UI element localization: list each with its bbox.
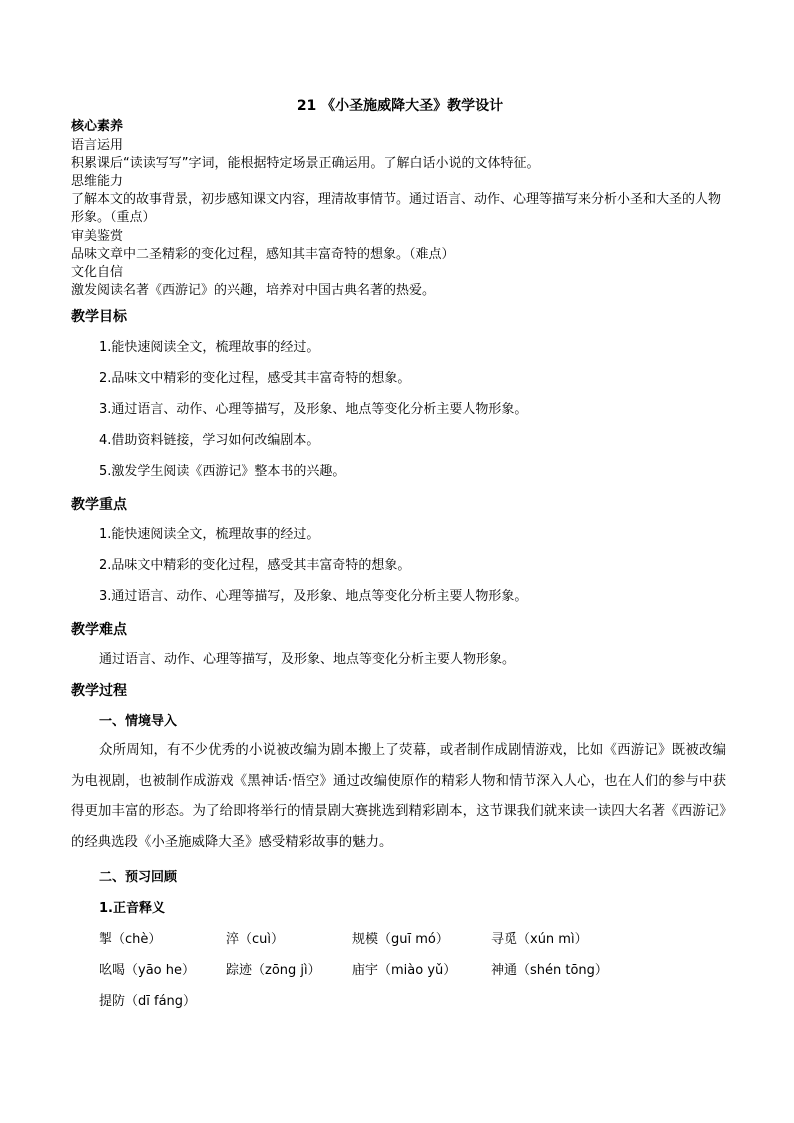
key-point-item: 2.品味文中精彩的变化过程，感受其丰富奇特的想象。 <box>99 558 411 573</box>
goal-item: 4.借助资料链接，学习如何改编剧本。 <box>99 433 320 448</box>
goal-item: 5.激发学生阅读《西游记》整本书的兴趣。 <box>99 464 346 479</box>
document-title: 21 《小圣施威降大圣》教学设计 <box>296 98 504 114</box>
step2-title: 二、预习回顾 <box>99 870 178 885</box>
pronunciation-word: 淬（cuì） <box>226 932 284 947</box>
key-point-item: 1.能快速阅读全文，梳理故事的经过。 <box>99 527 320 542</box>
core-section-label: 语言运用 <box>71 138 124 153</box>
pronunciation-word: 提防（dī fáng） <box>99 994 197 1009</box>
core-section-label: 思维能力 <box>71 174 124 189</box>
difficulty-text: 通过语言、动作、心理等描写，及形象、地点等变化分析主要人物形象。 <box>99 652 516 667</box>
core-section-text: 品味文章中二圣精彩的变化过程，感知其丰富奇特的想象。（难点） <box>71 247 455 262</box>
goal-item: 1.能快速阅读全文，梳理故事的经过。 <box>99 340 320 355</box>
pronunciation-word: 踪迹（zōng jì） <box>226 963 321 978</box>
key-points-heading: 教学重点 <box>71 497 127 513</box>
step1-title: 一、情境导入 <box>99 714 178 729</box>
pronunciation-word: 规模（guī mó） <box>352 932 449 947</box>
goal-item: 2.品味文中精彩的变化过程，感受其丰富奇特的想象。 <box>99 371 411 386</box>
pronunciation-word: 吆喝（yāo he） <box>99 963 195 978</box>
pronunciation-word: 神通（shén tōng） <box>491 963 608 978</box>
pronunciation-word: 掣（chè） <box>99 932 162 947</box>
key-point-item: 3.通过语言、动作、心理等描写，及形象、地点等变化分析主要人物形象。 <box>99 589 528 604</box>
goal-item: 3.通过语言、动作、心理等描写，及形象、地点等变化分析主要人物形象。 <box>99 402 528 417</box>
teaching-goals-heading: 教学目标 <box>71 309 127 325</box>
pronunciation-word: 庙宇（miào yǔ） <box>352 963 457 978</box>
core-literacy-heading: 核心素养 <box>71 119 124 134</box>
core-section-text: 激发阅读名著《西游记》的兴趣，培养对中国古典名著的热爱。 <box>71 283 436 298</box>
step1-paragraph: 众所周知，有不少优秀的小说被改编为剧本搬上了荧幕，或者制作成剧情游戏，比如《西游记》既被改编为电视剧，也被制作成游戏《黑神话·悟空》通过改编使原作的精彩人物和情节深入人心，也在人们的参与中获得更加丰富的形态。为了给即将举行的情景剧大赛挑选到精彩剧本，这节课我们就来读一读四大名著《西游记》的经典选段《小圣施威降大圣》感受精彩故事的魅力。 <box>71 743 726 850</box>
core-section-text: 了解本文的故事背景，初步感知课文内容，理清故事情节。通过语言、动作、心理等描写来分析小圣和大圣的人物形象。（重点） <box>71 192 722 225</box>
core-section-label: 审美鉴赏 <box>71 229 124 244</box>
process-heading: 教学过程 <box>71 683 127 699</box>
difficulties-heading: 教学难点 <box>71 622 127 638</box>
pronunciation-word: 寻觅（xún mì） <box>491 932 588 947</box>
core-section-text: 积累课后“读读写写”字词，能根据特定场景正确运用。了解白话小说的文体特征。 <box>71 156 540 171</box>
step2-subtitle: 1.正音释义 <box>99 901 165 916</box>
core-section-label: 文化自信 <box>71 265 124 280</box>
